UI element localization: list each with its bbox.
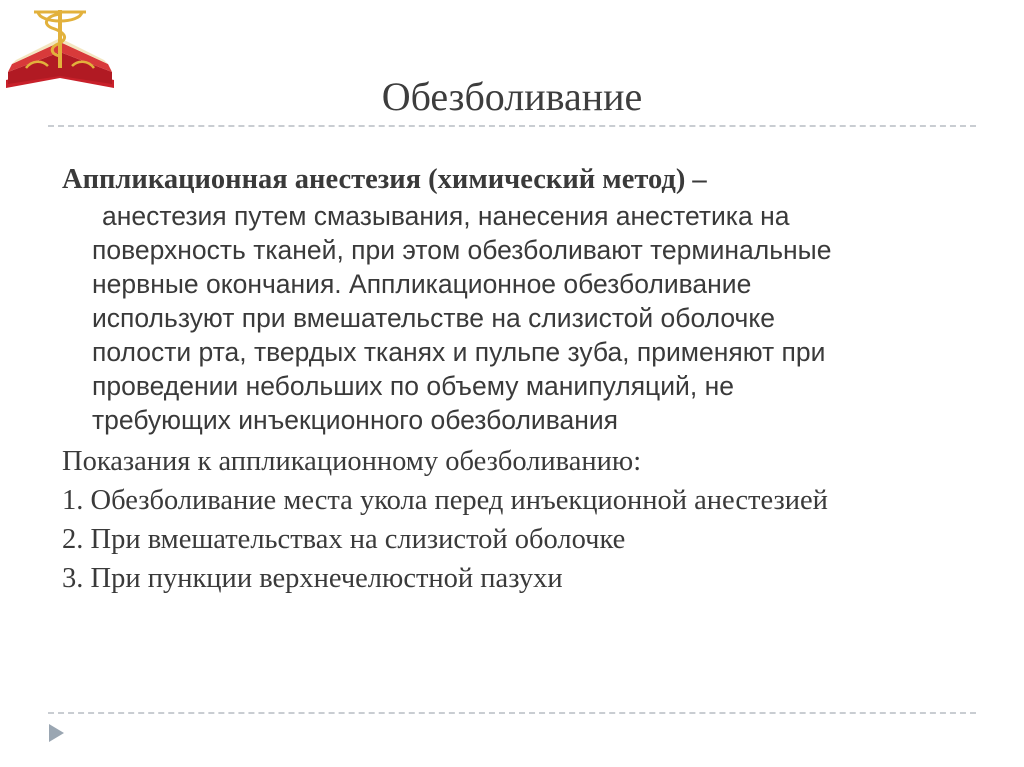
definition-line: поверхность тканей, при этом обезболивают терминальные (92, 235, 832, 265)
list-item: 3. При пункции верхнечелюстной пазухи (62, 563, 563, 594)
list-item: 2. При вмешательствах на слизистой оболочке (62, 524, 626, 555)
definition-line: используют при вмешательстве на слизистой оболочке (92, 303, 775, 333)
definition-line: нервные окончания. Аппликационное обезболивание (92, 269, 752, 299)
definition-line: требующих инъекционного обезболивания (92, 405, 619, 435)
section-heading: Аппликационная анестезия (химический метод) – (62, 164, 707, 195)
bottom-divider (48, 712, 976, 714)
definition-line: проведении небольших по объему манипуляций, не (92, 371, 734, 401)
slide-content (62, 163, 972, 601)
definition-paragraph (92, 199, 972, 437)
top-divider (48, 125, 976, 127)
slide-title: Обезболивание (381, 74, 643, 119)
definition-line: полости рта, твердых тканях и пульпе зуба, применяют при (92, 337, 826, 367)
next-slide-arrow-icon[interactable] (46, 722, 66, 744)
indications-label: Показания к аппликационному обезболиванию: (62, 446, 642, 477)
definition-line: анестезия путем смазывания, нанесения анестетика на (102, 201, 790, 231)
list-item: 1. Обезболивание места укола перед инъекционной анестезией (62, 485, 828, 516)
